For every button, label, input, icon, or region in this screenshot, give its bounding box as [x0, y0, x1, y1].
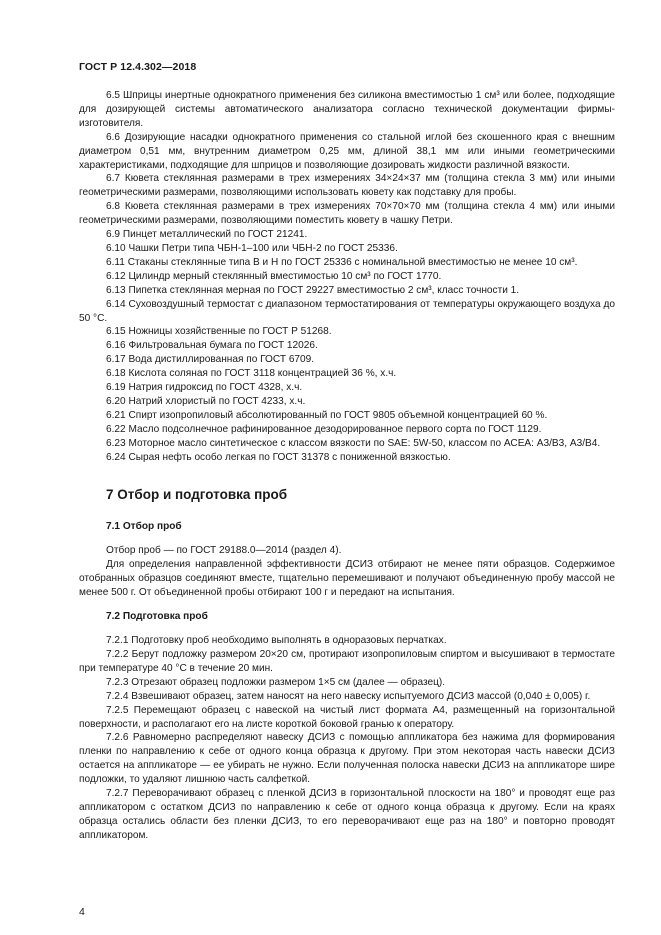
- paragraph-7-1-a: Отбор проб — по ГОСТ 29188.0—2014 (раздел 4).: [106, 545, 342, 557]
- paragraph-6-18: 6.18 Кислота соляная по ГОСТ 3118 концентрацией 36 %, х.ч.: [106, 368, 397, 380]
- paragraph-6-23: 6.23 Моторное масло синтетическое с классом вязкости по SAE: 5W-50, классом по АСЕА: А3/В3, А3/В4.: [106, 437, 601, 449]
- paragraph-7-2-2: 7.2.2 Берут подложку размером 20×20 см, протирают изопропиловым спиртом и высушивают в термостате при температуре 40 °С в течение 20 мин.: [79, 649, 615, 674]
- paragraph-6-15: 6.15 Ножницы хозяйственные по ГОСТ Р 51268.: [106, 326, 332, 338]
- paragraph-6-7: 6.7 Кювета стеклянная размерами в трех измерениях 34×24×37 мм (толщина стекла 3 мм) или иными геометрическими размерами, позволяющими использовать кювету как подставку для пробы.: [79, 173, 615, 199]
- section-7-heading: 7 Отбор и подготовка проб: [106, 487, 288, 503]
- paragraph-6-17: 6.17 Вода дистиллированная по ГОСТ 6709.: [106, 354, 315, 366]
- paragraph-6-19: 6.19 Натрия гидроксид по ГОСТ 4328, х.ч.: [106, 382, 303, 394]
- paragraph-6-8: 6.8 Кювета стеклянная размерами в трех измерениях 70×70×70 мм (толщина стекла 4 мм) или иными геометрическими размерами, позволяющими поместить кювету в чашку Петри.: [79, 201, 615, 227]
- paragraph-6-14: 6.14 Суховоздушный термостат с диапазоном термостатирования от температуры окружающего воздуха до 50 °С.: [79, 298, 615, 324]
- paragraph-6-13: 6.13 Пипетка стеклянная мерная по ГОСТ 29227 вместимостью 2 см³, класс точности 1.: [106, 284, 520, 296]
- paragraph-7-2-6: 7.2.6 Равномерно распределяют навеску ДСИЗ с помощью аппликатора без нажима для формирования пленки по направлению к себе от одного конца образца к другому. При этом некоторая часть навески ДСИЗ остается на аппликаторе — ее убирать не нужно. Если полученная полоска навески ДСИЗ на аппликаторе шире подложки, то удаляют лишнюю часть салфеткой.: [79, 732, 615, 786]
- paragraph-6-11: 6.11 Стаканы стеклянные типа В и Н по ГОСТ 25336 с номинальной вместимостью не менее 10 см³.: [106, 256, 578, 268]
- paragraph-6-6: 6.6 Дозирующие насадки однократного применения со стальной иглой без скошенного края с внешним диаметром 0,51 мм, внутренним диаметром 0,25 мм, длиной 38,1 мм или иными геометрическими характеристиками, подходящие для шприцов и позволяющие дозировать жидкости различной вязкости.: [79, 131, 615, 171]
- paragraph-6-5: 6.5 Шприцы инертные однократного применения без силикона вместимостью 1 см³ или более, подходящие для дозирующей системы автоматического анализатора согласно технической документации фирмы-изготовителя.: [79, 90, 615, 129]
- paragraph-6-22: 6.22 Масло подсолнечное рафинированное дезодорированное первого сорта по ГОСТ 1129.: [106, 423, 542, 435]
- paragraph-7-2-7: 7.2.7 Переворачивают образец с пленкой ДСИЗ в горизонтальной плоскости на 180° и проводят еще раз аппликатором с остатком ДСИЗ по направлению к себе от одного конца образца к другому. Если на краях образца остались области без пленки ДСИЗ, то его переворачивают еще раз на 180° и повторно проводят аппликатором.: [79, 788, 615, 841]
- section-7-2-heading: 7.2 Подготовка проб: [106, 611, 208, 623]
- document-body: [79, 89, 615, 843]
- paragraph-7-2-5: 7.2.5 Перемещают образец с навеской на чистый лист формата А4, размещенный на горизонтальной поверхности, и располагают его на листе короткой боковой гранью к оператору.: [79, 704, 615, 730]
- paragraph-6-10: 6.10 Чашки Петри типа ЧБН-1–100 или ЧБН-2 по ГОСТ 25336.: [106, 242, 398, 254]
- paragraph-6-20: 6.20 Натрий хлористый по ГОСТ 4233, х.ч.: [106, 395, 306, 407]
- paragraph-6-9: 6.9 Пинцет металлический по ГОСТ 21241.: [106, 229, 308, 241]
- paragraph-7-1-b: Для определения направленной эффективности ДСИЗ отбирают не менее пяти образцов. Содержимое отобранных образцов соединяют вместе, тщательно перемешивают и получают объединенную пробу массой не менее 500 г. От объединенной пробы отбирают 100 г и передают на испытания.: [79, 559, 615, 599]
- paragraph-7-2-3: 7.2.3 Отрезают образец подложки размером 1×5 см (далее — образец).: [106, 676, 446, 688]
- section-7-1-heading: 7.1 Отбор проб: [106, 521, 182, 533]
- paragraph-6-21: 6.21 Спирт изопропиловый абсолютированный по ГОСТ 9805 объемной концентрацией 60 %.: [106, 409, 548, 421]
- paragraph-6-12: 6.12 Цилиндр мерный стеклянный вместимостью 10 см³ по ГОСТ 1770.: [106, 270, 442, 282]
- paragraph-7-2-1: 7.2.1 Подготовку проб необходимо выполнять в одноразовых перчатках.: [106, 635, 447, 647]
- paragraph-6-24: 6.24 Сырая нефть особо легкая по ГОСТ 31378 с пониженной вязкостью.: [106, 451, 451, 463]
- paragraph-7-2-4: 7.2.4 Взвешивают образец, затем наносят на него навеску испытуемого ДСИЗ массой (0,040 ± 0,005) г.: [106, 690, 591, 702]
- page-number: 4: [79, 906, 85, 918]
- document-header: ГОСТ Р 12.4.302—2018: [79, 61, 197, 73]
- paragraph-6-16: 6.16 Фильтровальная бумага по ГОСТ 12026.: [106, 340, 318, 352]
